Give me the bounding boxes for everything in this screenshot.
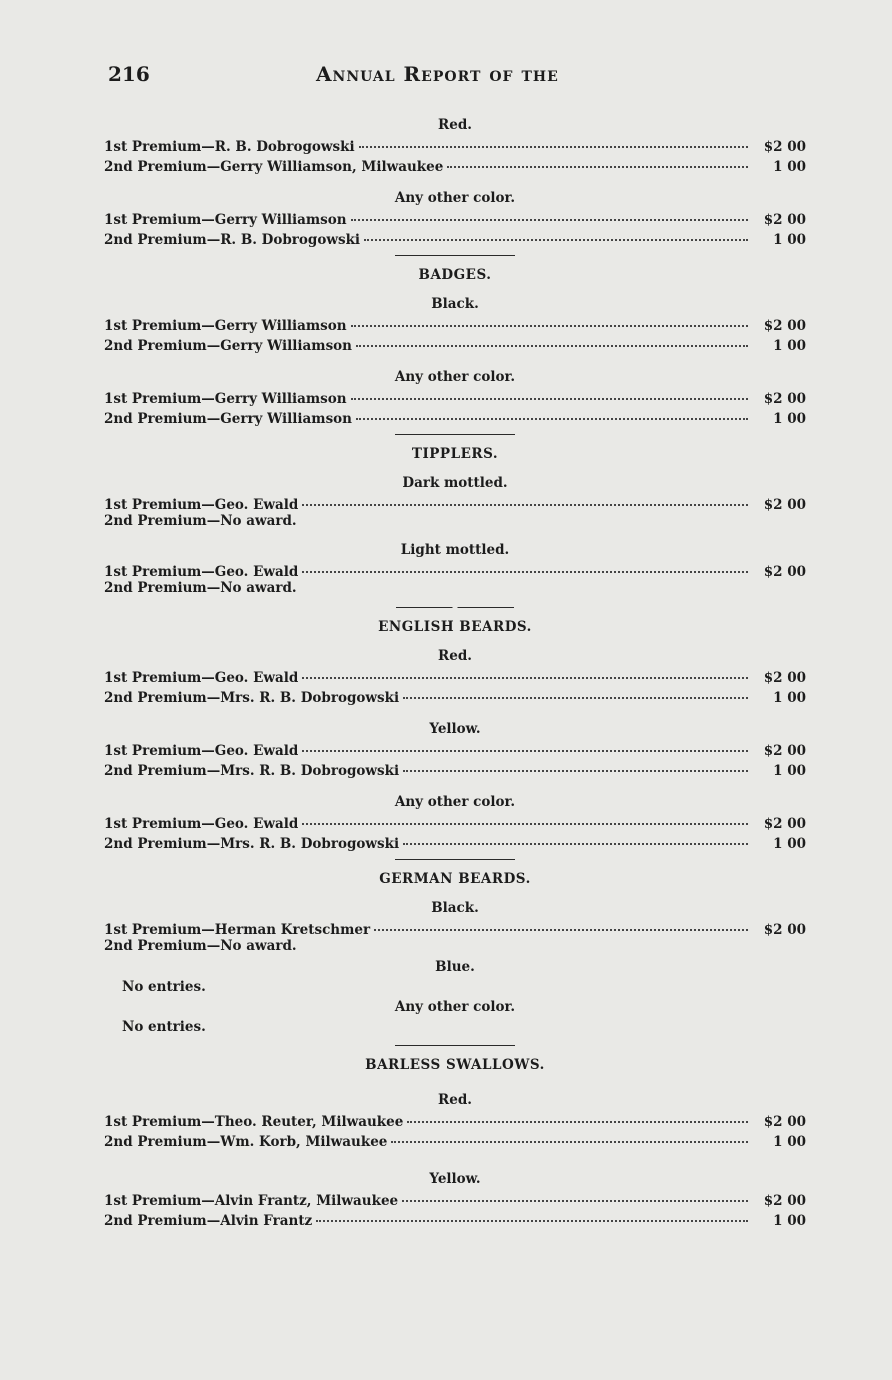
subhead-yellow: Yellow.: [429, 1171, 481, 1187]
leader-dots: [316, 1206, 748, 1222]
leader-dots: [359, 132, 748, 148]
award-entry: 1st Premium—Geo. Ewald: [104, 564, 299, 580]
award-amount: $2 00: [763, 212, 806, 228]
award-entry: 2nd Premium—Alvin Frantz: [104, 1212, 313, 1229]
no-entries-note: No entries.: [122, 979, 206, 995]
subhead-any-other-color: Any other color.: [394, 999, 516, 1015]
leader-dots: [447, 152, 748, 168]
award-amount: $2 00: [763, 1193, 806, 1209]
award-row: [104, 228, 806, 248]
subhead-red: Red.: [438, 1092, 472, 1108]
award-row: [104, 493, 806, 513]
leader-dots: [403, 683, 748, 699]
section-title-tipplers: TIPPLERS.: [411, 446, 499, 462]
page-header: [108, 62, 808, 90]
award-row: [104, 580, 806, 600]
award-amount: $2 00: [763, 318, 806, 334]
award-entry: 2nd Premium—No award.: [104, 937, 297, 954]
subhead-any-other-color: Any other color.: [394, 369, 516, 385]
subhead-black: Black.: [431, 900, 479, 916]
award-amount: $2 00: [763, 922, 806, 938]
section-title-german-beards: GERMAN BEARDS.: [379, 871, 531, 887]
award-entry: 2nd Premium—No award.: [104, 512, 297, 529]
leader-dots: [356, 331, 748, 347]
award-entry: 1st Premium—Gerry Williamson: [104, 391, 347, 407]
subhead-light-mottled: Light mottled.: [400, 542, 510, 558]
award-amount: 1 00: [773, 1212, 806, 1229]
award-row: [104, 155, 806, 175]
award-amount: 1 00: [773, 337, 806, 354]
award-entry: 2nd Premium—Gerry Williamson: [104, 337, 352, 354]
leader-dots: [351, 384, 748, 400]
award-amount: $2 00: [763, 743, 806, 759]
leader-dots: [302, 736, 748, 752]
leader-dots: [364, 225, 748, 241]
award-entry: 2nd Premium—R. B. Dobrogowski: [104, 231, 361, 248]
award-entry: 2nd Premium—Mrs. R. B. Dobrogowski: [104, 835, 400, 852]
subhead-yellow: Yellow.: [429, 721, 481, 737]
award-amount: $2 00: [763, 816, 806, 832]
leader-dots: [403, 756, 748, 772]
award-entry: 1st Premium—R. B. Dobrogowski: [104, 139, 355, 155]
award-entry: 1st Premium—Alvin Frantz, Milwaukee: [104, 1193, 399, 1209]
award-entry: 2nd Premium—Gerry Williamson, Milwaukee: [104, 158, 444, 175]
award-amount: $2 00: [763, 497, 806, 513]
leader-dots: [356, 404, 748, 420]
award-entry: 1st Premium—Geo. Ewald: [104, 816, 299, 832]
award-amount: $2 00: [763, 564, 806, 580]
award-amount: $2 00: [763, 139, 806, 155]
award-entry: 1st Premium—Geo. Ewald: [104, 497, 299, 513]
award-row: [104, 513, 806, 533]
award-amount: 1 00: [773, 410, 806, 427]
leader-dots: [351, 205, 748, 221]
leader-dots: [402, 1186, 748, 1202]
leader-dots: [302, 490, 748, 506]
no-entries-note: No entries.: [122, 1019, 206, 1035]
leader-dots: [302, 557, 748, 573]
award-amount: 1 00: [773, 1133, 806, 1150]
award-row: [104, 918, 806, 938]
award-row: [104, 560, 806, 580]
award-entry: 2nd Premium—Gerry Williamson: [104, 410, 352, 427]
section-title-badges: BADGES.: [418, 267, 492, 283]
award-entry: 1st Premium—Geo. Ewald: [104, 670, 299, 686]
award-row: [104, 334, 806, 354]
award-amount: 1 00: [773, 158, 806, 175]
subhead-red: Red.: [438, 648, 472, 664]
award-row: [104, 686, 806, 706]
leader-dots: [391, 1127, 748, 1143]
section-title-english-beards: ENGLISH BEARDS.: [378, 619, 532, 635]
award-entry: 2nd Premium—Mrs. R. B. Dobrogowski: [104, 689, 400, 706]
award-row: [104, 759, 806, 779]
award-entry: 2nd Premium—No award.: [104, 579, 297, 596]
leader-dots: [351, 311, 748, 327]
subhead-dark-mottled: Dark mottled.: [402, 475, 508, 491]
leader-dots: [403, 829, 748, 845]
subhead-red: Red.: [438, 117, 472, 133]
leader-dots: [302, 809, 748, 825]
award-row: [104, 407, 806, 427]
award-entry: 2nd Premium—Mrs. R. B. Dobrogowski: [104, 762, 400, 779]
award-amount: $2 00: [763, 1114, 806, 1130]
award-entry: 1st Premium—Herman Kretschmer: [104, 922, 371, 938]
award-amount: 1 00: [773, 762, 806, 779]
award-amount: $2 00: [763, 391, 806, 407]
award-row: [104, 832, 806, 852]
premium-list: [104, 115, 806, 1228]
leader-dots: [407, 1107, 748, 1123]
subhead-any-other-color: Any other color.: [394, 794, 516, 810]
subhead-any-other-color: Any other color.: [394, 190, 516, 206]
subhead-black: Black.: [431, 296, 479, 312]
award-amount: 1 00: [773, 689, 806, 706]
award-row: [104, 938, 806, 958]
award-amount: 1 00: [773, 231, 806, 248]
award-entry: 1st Premium—Gerry Williamson: [104, 318, 347, 334]
section-title-barless-swallows: BARLESS SWALLOWS.: [365, 1057, 545, 1073]
leader-dots: [302, 663, 748, 679]
award-entry: 1st Premium—Geo. Ewald: [104, 743, 299, 759]
leader-dots: [374, 915, 748, 931]
award-amount: $2 00: [763, 670, 806, 686]
award-amount: 1 00: [773, 835, 806, 852]
running-title: Annual Report of the: [316, 62, 559, 86]
award-entry: 1st Premium—Gerry Williamson: [104, 212, 347, 228]
award-row: [104, 1130, 806, 1150]
award-entry: 2nd Premium—Wm. Korb, Milwaukee: [104, 1133, 388, 1150]
page-number: 216: [108, 62, 150, 86]
subhead-blue: Blue.: [435, 959, 475, 975]
award-entry: 1st Premium—Theo. Reuter, Milwaukee: [104, 1114, 404, 1130]
award-row: [104, 1209, 806, 1229]
